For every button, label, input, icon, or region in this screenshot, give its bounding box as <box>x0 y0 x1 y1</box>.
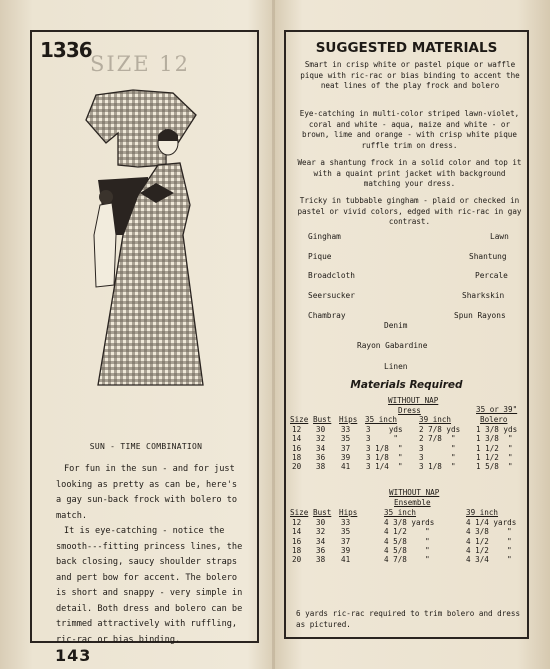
table-cell: 36 <box>316 452 326 462</box>
page-number: 143 <box>55 646 92 665</box>
table-cell: 3 1/8 " <box>366 443 403 453</box>
table-cell: 32 <box>316 434 326 444</box>
table-cell: 16 <box>292 536 302 546</box>
table-cell: 1 3/8 " <box>476 434 513 444</box>
table-cell: 1 1/2 " <box>476 452 513 462</box>
column-header: Hips <box>339 508 358 517</box>
column-header: 35 inch <box>384 508 417 517</box>
table-cell: 39 <box>341 452 351 462</box>
table-subgroup-label: Ensemble <box>394 498 431 507</box>
table-subgroup-label: Dress <box>398 406 421 415</box>
table-cell: 4 7/8 " <box>384 555 430 565</box>
table-cell: 4 3/4 " <box>466 555 512 565</box>
fabric-item: Denim <box>384 321 408 330</box>
ric-rac-note: 6 yards ric-rac required to trim bolero and dress as pictured. <box>296 609 521 629</box>
table-cell: 35 <box>341 527 351 537</box>
fabric-item: Seersucker <box>308 291 355 300</box>
bolero-width-label: 35 or 39" <box>476 405 518 414</box>
table-cell: 3 " <box>419 452 456 462</box>
table-cell: 14 <box>292 527 302 537</box>
dress-illustration <box>78 85 228 405</box>
table-cell: 3 1/4 " <box>366 462 403 472</box>
table-cell: 3 1/8 " <box>419 462 456 472</box>
material-paragraph: Eye-catching in multi-color striped lawn-violet, coral and white - aqua, maize and white - or brown, lime and orange - with crisp white pique ruffle trim on dress. <box>299 109 520 150</box>
table-cell: 34 <box>316 443 326 453</box>
fabric-item: Broadcloth <box>308 271 355 280</box>
pattern-number: 1336 <box>40 38 92 62</box>
table-cell: 18 <box>292 452 302 462</box>
table-cell: 1 3/8 yds <box>476 425 518 434</box>
table-cell: 41 <box>341 555 351 565</box>
description-paragraph: It is eye-catching - notice the smooth---fitting princess lines, the back closing, saucy shoulder straps and pert bow for accent. The bolero is short and snappy - very simple in detail. Both dress and bolero can be trimmed attractively with ruffling, ric-rac or bias binding. <box>56 526 243 645</box>
table-cell: 3 yds <box>366 425 403 434</box>
table-cell: 1 5/8 " <box>476 462 513 472</box>
fabric-item: Shantung <box>469 252 507 261</box>
fabric-item: Pique <box>308 252 332 261</box>
table-cell: 4 1/2 " <box>466 545 512 555</box>
column-header: Size <box>290 415 309 424</box>
bolero-label: Bolero <box>480 415 508 424</box>
table-cell: 16 <box>292 443 302 453</box>
fabric-item: Spun Rayons <box>454 311 506 320</box>
table-cell: 4 5/8 " <box>384 545 430 555</box>
table-cell: 4 3/8 " <box>466 527 512 537</box>
fabric-item: Chambray <box>308 311 346 320</box>
table-cell: 1 1/2 " <box>476 443 513 453</box>
fabric-item: Gingham <box>308 232 341 241</box>
fabric-item: Linen <box>384 362 408 371</box>
table-cell: 14 <box>292 434 302 444</box>
table-cell: 4 1/2 " <box>466 536 512 546</box>
table-cell: 3 " <box>419 443 456 453</box>
table-cell: 35 <box>341 434 351 444</box>
table-cell: 12 <box>292 518 302 527</box>
fabric-item: Percale <box>475 271 508 280</box>
fold-line <box>272 0 275 669</box>
table-cell: 33 <box>341 518 351 527</box>
table-cell: 30 <box>316 425 326 434</box>
table-cell: 3 " <box>366 434 399 444</box>
table-cell: 34 <box>316 536 326 546</box>
table-cell: 37 <box>341 536 351 546</box>
table-group-label: WITHOUT NAP <box>389 488 440 497</box>
table-cell: 4 1/2 " <box>384 527 430 537</box>
table-cell: 2 7/8 yds <box>419 425 461 434</box>
material-paragraph: Smart in crisp white or pastel pique or waffle pique with ric-rac or bias binding to accent the neat lines of the play frock and bolero <box>300 60 520 91</box>
column-header: Bust <box>313 415 332 424</box>
table-cell: 4 5/8 " <box>384 536 430 546</box>
table-group-label: WITHOUT NAP <box>388 396 439 405</box>
table-cell: 2 7/8 " <box>419 434 456 444</box>
table-cell: 38 <box>316 462 326 472</box>
table-cell: 32 <box>316 527 326 537</box>
column-header: Size <box>290 508 309 517</box>
table-cell: 37 <box>341 443 351 453</box>
fabric-item: Lawn <box>490 232 509 241</box>
materials-required-title: Materials Required <box>350 379 463 391</box>
table-cell: 33 <box>341 425 351 434</box>
fabric-item: Rayon Gabardine <box>357 341 428 350</box>
table-cell: 20 <box>292 462 302 472</box>
table-cell: 20 <box>292 555 302 565</box>
column-header: Bust <box>313 508 332 517</box>
table-cell: 36 <box>316 545 326 555</box>
material-paragraph: Wear a shantung frock in a solid color and top it with a quaint print jacket with background matching your dress. <box>297 158 522 189</box>
description-paragraph: For fun in the sun - and for just looking as pretty as can be, here's a gay sun-back frock with bolero to match. <box>56 464 238 521</box>
size-stamp: SIZE 12 <box>90 52 190 76</box>
materials-title: SUGGESTED MATERIALS <box>315 40 498 56</box>
table-cell: 30 <box>316 518 326 527</box>
column-header: 39 inch <box>466 508 499 517</box>
description <box>56 462 246 648</box>
table-cell: 38 <box>316 555 326 565</box>
table-cell: 12 <box>292 425 302 434</box>
table-cell: 39 <box>341 545 351 555</box>
table-cell: 4 3/8 yards <box>384 518 435 527</box>
fabric-item: Sharkskin <box>462 291 505 300</box>
column-header: 35 inch <box>365 415 398 424</box>
table-cell: 18 <box>292 545 302 555</box>
table-cell: 4 1/4 yards <box>466 518 517 527</box>
table-cell: 3 1/8 " <box>366 452 403 462</box>
table-cell: 41 <box>341 462 351 472</box>
caption: SUN - TIME COMBINATION <box>89 442 203 451</box>
material-paragraph: Tricky in tubbable gingham - plaid or checked in pastel or vivid colors, edged with ric-rac in gay contrast. <box>297 196 522 227</box>
column-header: Hips <box>339 415 358 424</box>
column-header: 39 inch <box>419 415 452 424</box>
